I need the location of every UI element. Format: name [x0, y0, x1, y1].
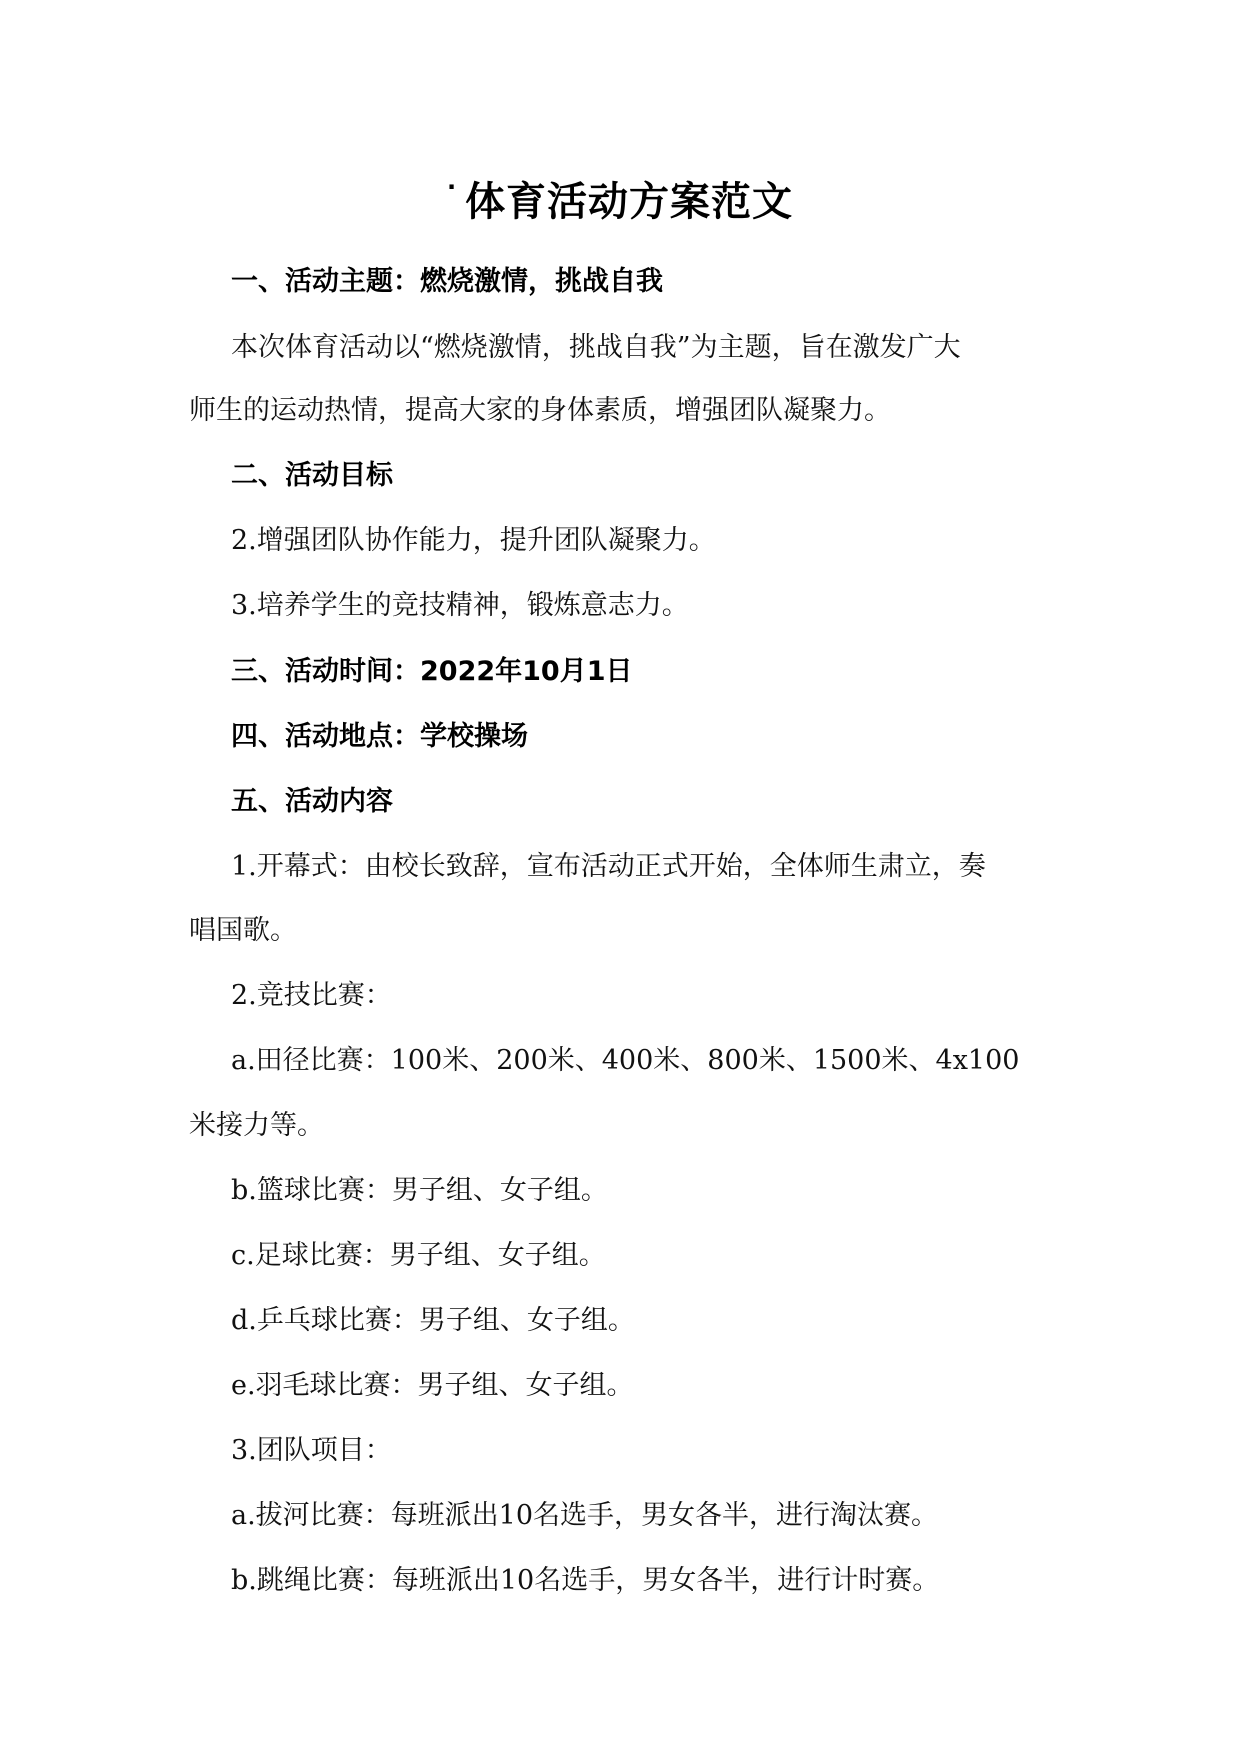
- team-events-title: 3.团队项目：: [231, 1435, 392, 1466]
- competition-title: 2.竞技比赛：: [231, 980, 392, 1011]
- title-text: 体育活动方案范文: [465, 179, 794, 225]
- football-item: c.足球比赛：男子组、女子组。: [231, 1240, 606, 1271]
- tug-of-war-item: a.拔河比赛：每班派出10名选手，男女各半，进行淘汰赛。: [231, 1500, 939, 1531]
- section-1-paragraph-line-1: 本次体育活动以“燃烧激情，挑战自我”为主题，旨在激发广大: [231, 332, 961, 363]
- section-1-heading: 一、活动主题：燃烧激情，挑战自我: [231, 266, 663, 297]
- title-mark: ·: [446, 173, 458, 201]
- document-title: [0, 172, 1240, 232]
- section-3-heading: 三、活动时间：2022年10月1日: [231, 656, 633, 687]
- goal-item: 2.增强团队协作能力，提升团队凝聚力。: [231, 525, 716, 556]
- section-5-heading: 五、活动内容: [231, 786, 393, 817]
- opening-ceremony-line-2: 唱国歌。: [189, 915, 297, 946]
- track-events-line-2: 米接力等。: [189, 1110, 324, 1141]
- goal-item: 3.培养学生的竞技精神，锻炼意志力。: [231, 590, 689, 621]
- pingpong-item: d.乒乓球比赛：男子组、女子组。: [231, 1305, 635, 1336]
- section-1-paragraph-line-2: 师生的运动热情，提高大家的身体素质，增强团队凝聚力。: [189, 395, 891, 426]
- section-4-heading: 四、活动地点：学校操场: [231, 721, 528, 752]
- badminton-item: e.羽毛球比赛：男子组、女子组。: [231, 1370, 634, 1401]
- rope-skipping-item: b.跳绳比赛：每班派出10名选手，男女各半，进行计时赛。: [231, 1565, 940, 1596]
- opening-ceremony-line-1: 1.开幕式：由校长致辞，宣布活动正式开始，全体师生肃立，奏: [231, 851, 986, 882]
- section-2-heading: 二、活动目标: [231, 460, 393, 491]
- basketball-item: b.篮球比赛：男子组、女子组。: [231, 1175, 608, 1206]
- track-events-line-1: a.田径比赛：100米、200米、400米、800米、1500米、4x100: [231, 1045, 1020, 1076]
